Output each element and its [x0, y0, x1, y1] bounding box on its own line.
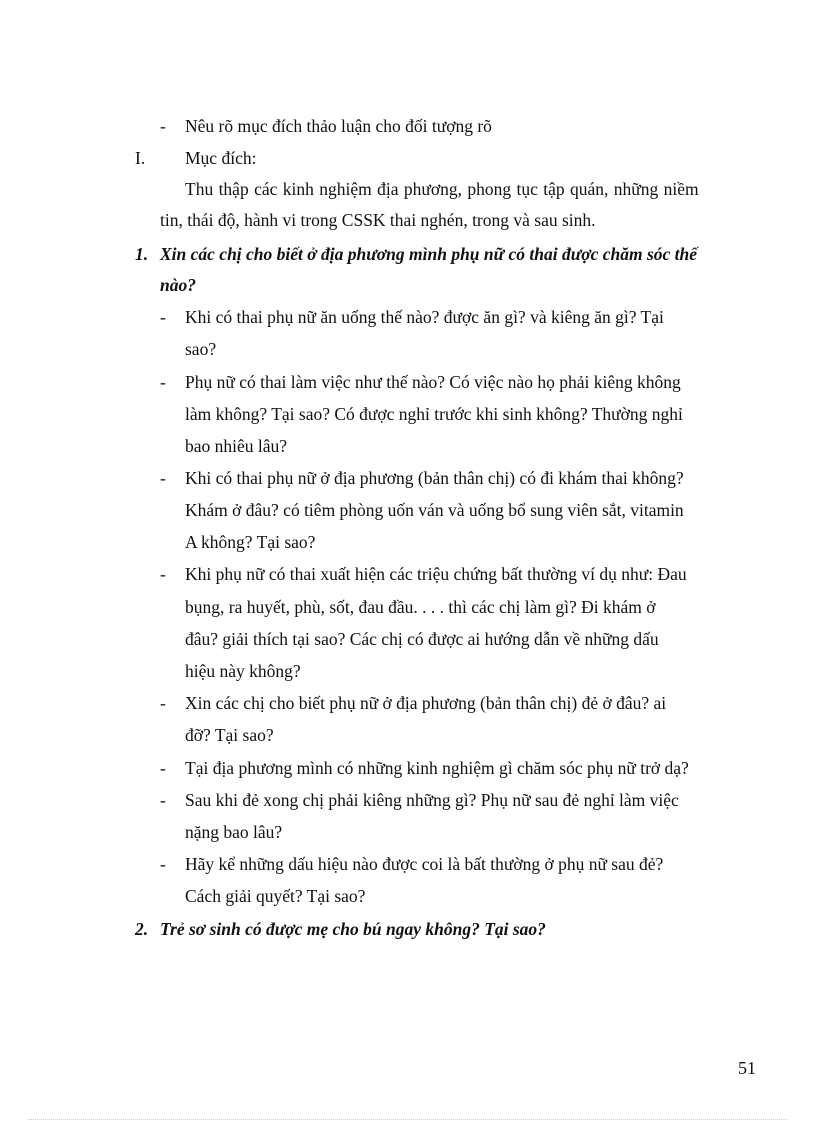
bullet-line: nặng bao lâu? — [185, 822, 283, 842]
bullet-dash: - — [160, 372, 166, 392]
bullet-line: bao nhiêu lâu? — [185, 436, 288, 456]
bullet-dash: - — [160, 693, 166, 713]
question-1-line: Xin các chị cho biết ở địa phương mình phụ nữ có thai được chăm sóc thế — [160, 244, 698, 264]
section-title: Mục đích: — [185, 148, 257, 168]
bullet-dash: - — [160, 854, 166, 874]
question-1-number: 1. — [135, 244, 149, 264]
bullet-dash: - — [160, 116, 166, 136]
bullet-line: Hãy kể những dấu hiệu nào được coi là bất thường ở phụ nữ sau đẻ? — [185, 854, 664, 874]
bullet-line: sao? — [185, 339, 217, 359]
bullet-dash: - — [160, 307, 166, 327]
section-body-line: tin, thái độ, hành vi trong CSSK thai nghén, trong và sau sinh. — [160, 210, 596, 230]
bullet-line: Tại địa phương mình có những kinh nghiệm gì chăm sóc phụ nữ trở dạ? — [185, 758, 689, 778]
bullet-line: Khi có thai phụ nữ ở địa phương (bản thân chị) có đi khám thai không? — [185, 468, 684, 488]
bullet-dash: - — [160, 790, 166, 810]
bullet-line: hiệu này không? — [185, 661, 301, 681]
bullet-line: Khám ở đâu? có tiêm phòng uốn ván và uống bổ sung viên sắt, vitamin — [185, 500, 684, 520]
bullet-line: đâu? giải thích tại sao? Các chị có được ai hướng dẫn về những dấu — [185, 629, 659, 649]
question-1-line: nào? — [160, 275, 196, 295]
section-body-line: Thu thập các kinh nghiệm địa phương, phong tục tập quán, những niềm — [185, 179, 699, 199]
page-bottom-rule — [28, 1119, 788, 1120]
bullet-line: Khi phụ nữ có thai xuất hiện các triệu chứng bất thường ví dụ như: Đau — [185, 564, 687, 584]
bullet-line: A không? Tại sao? — [185, 532, 316, 552]
bullet-line: Xin các chị cho biết phụ nữ ở địa phương (bản thân chị) đẻ ở đâu? ai — [185, 693, 667, 713]
bullet-dash: - — [160, 468, 166, 488]
bullet-line: Sau khi đẻ xong chị phải kiêng những gì? Phụ nữ sau đẻ nghỉ làm việc — [185, 790, 679, 810]
bullet-dash: - — [160, 564, 166, 584]
bullet-line: Khi có thai phụ nữ ăn uống thế nào? được ăn gì? và kiêng ăn gì? Tại — [185, 307, 664, 327]
question-2-number: 2. — [135, 919, 149, 939]
section-number: I. — [135, 148, 146, 168]
bullet-line: Cách giải quyết? Tại sao? — [185, 886, 366, 906]
question-2-text: Trẻ sơ sinh có được mẹ cho bú ngay không? Tại sao? — [160, 919, 546, 939]
bullet-line: bụng, ra huyết, phù, sốt, đau đầu. . . . thì các chị làm gì? Đi khám ở — [185, 597, 656, 617]
bullet-line: đỡ? Tại sao? — [185, 725, 274, 745]
page-number: 51 — [738, 1058, 756, 1078]
bullet-dash: - — [160, 758, 166, 778]
bullet-line: Phụ nữ có thai làm việc như thế nào? Có việc nào họ phải kiêng không — [185, 372, 681, 392]
bullet-line: làm không? Tại sao? Có được nghỉ trước khi sinh không? Thường nghỉ — [185, 404, 683, 424]
intro-bullet-text: Nêu rõ mục đích thảo luận cho đối tượng rõ — [185, 116, 492, 136]
